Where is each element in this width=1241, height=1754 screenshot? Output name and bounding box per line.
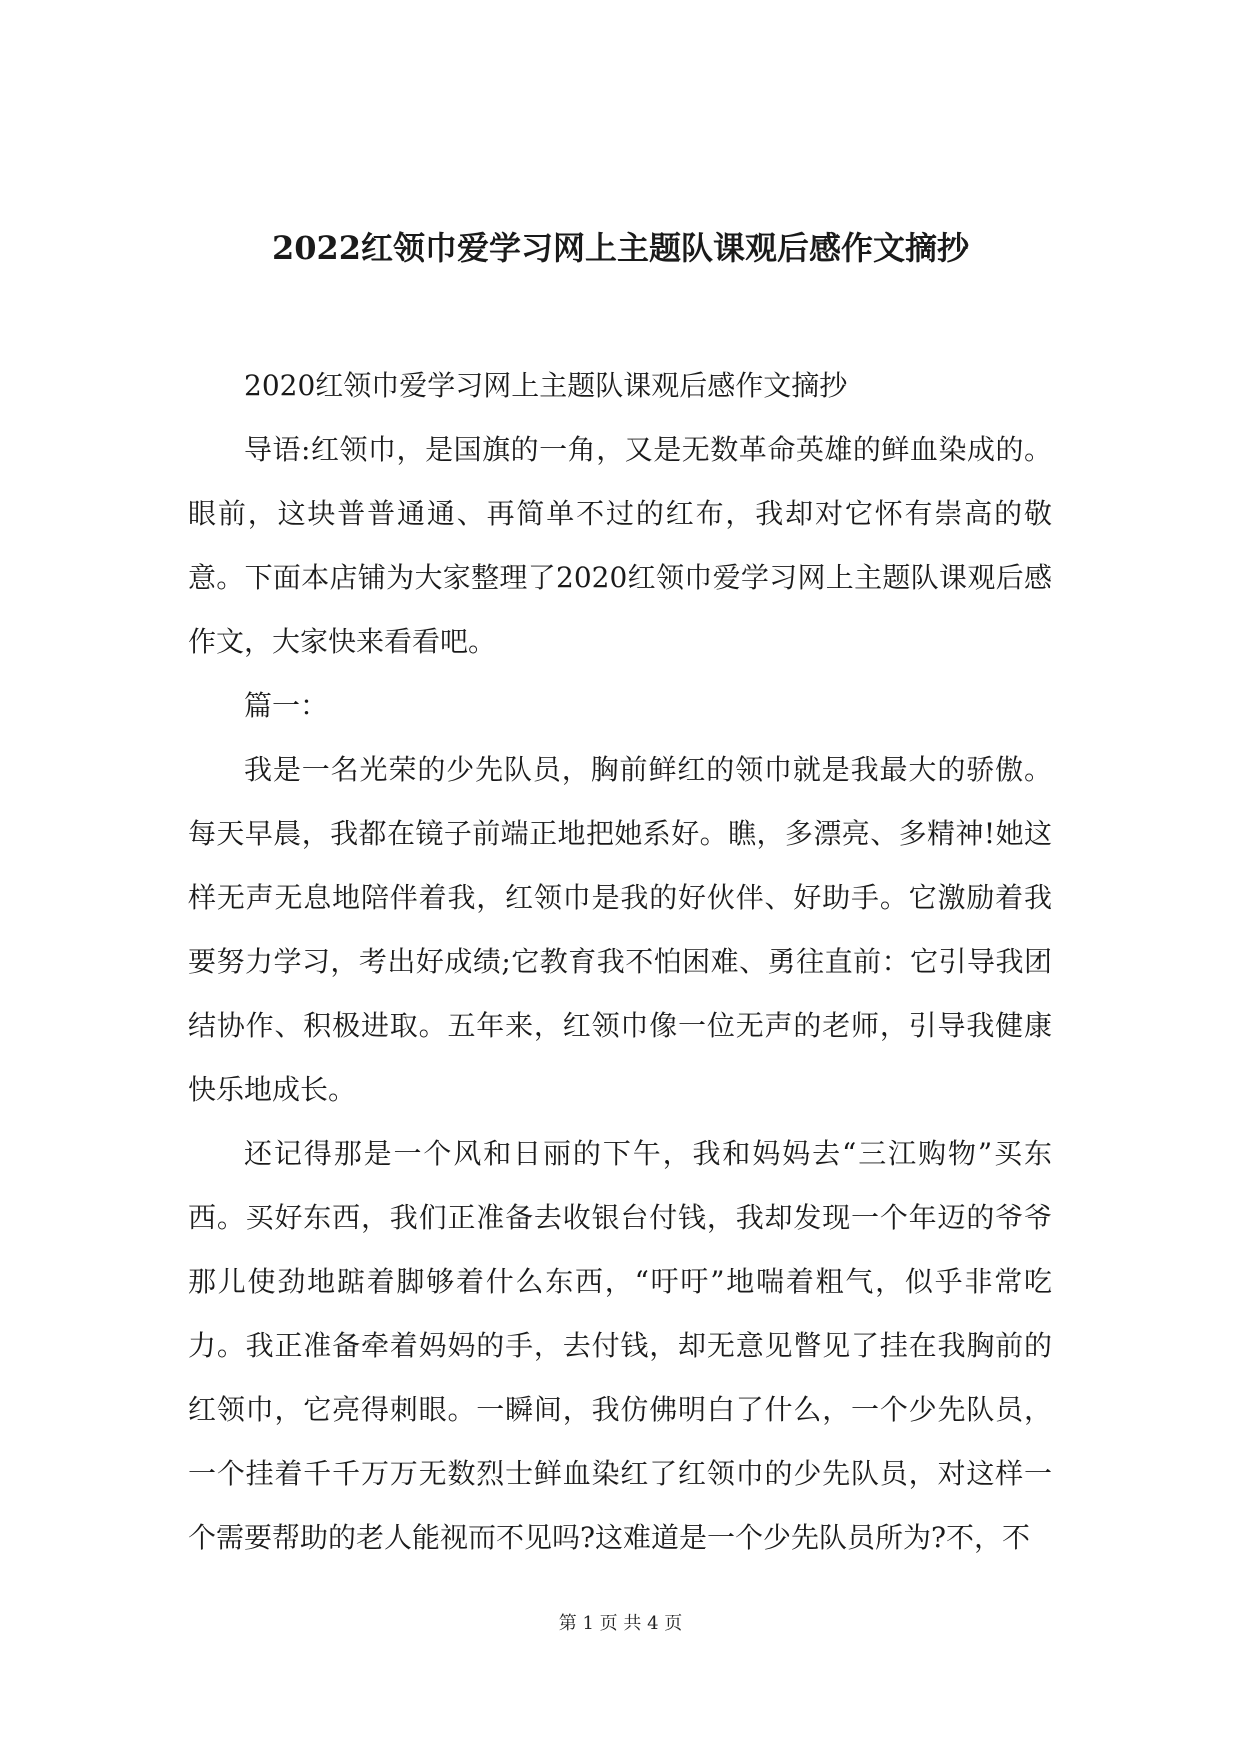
paragraph-body-2: 还记得那是一个风和日丽的下午，我和妈妈去“三江购物”买东西。买好东西，我们正准备去收银台付钱，我却发现一个年迈的爷爷那儿使劲地踮着脚够着什么东西，“吁吁”地喘着粗气，似乎非常吃力。我正准备牵着妈妈的手，去付钱，却无意见瞥见了挂在我胸前的红领巾，它亮得刺眼。一瞬间，我仿佛明白了什么，一个少先队员，一个挂着千千万万无数烈士鲜血染红了红领巾的少先队员，对这样一个需要帮助的老人能视而不见吗?这难道是一个少先队员所为?不，不 [188, 1137, 1052, 1554]
paragraph-body-1: 我是一名光荣的少先队员，胸前鲜红的领巾就是我最大的骄傲。每天早晨，我都在镜子前端正地把她系好。瞧，多漂亮、多精神!她这样无声无息地陪伴着我，红领巾是我的好伙伴、好助手。它激励着我要努力学习，考出好成绩;它教育我不怕困难、勇往直前：它引导我团结协作、积极进取。五年来，红领巾像一位无声的老师，引导我健康快乐地成长。 [188, 753, 1052, 1106]
paragraph-intro: 导语:红领巾，是国旗的一角，又是无数革命英雄的鲜血染成的。眼前，这块普普通通、再简单不过的红布，我却对它怀有崇高的敬意。下面本店铺为大家整理了2020红领巾爱学习网上主题队课观后感作文，大家快来看看吧。 [188, 433, 1052, 658]
document-title: 2022红领巾爱学习网上主题队课观后感作文摘抄 [271, 229, 970, 267]
paragraph-section-heading: 篇一： [244, 689, 329, 722]
paragraph-subtitle: 2020红领巾爱学习网上主题队课观后感作文摘抄 [244, 369, 848, 402]
document-body [188, 354, 1052, 1570]
page-number-footer: 第 1 页 共 4 页 [558, 1613, 683, 1634]
